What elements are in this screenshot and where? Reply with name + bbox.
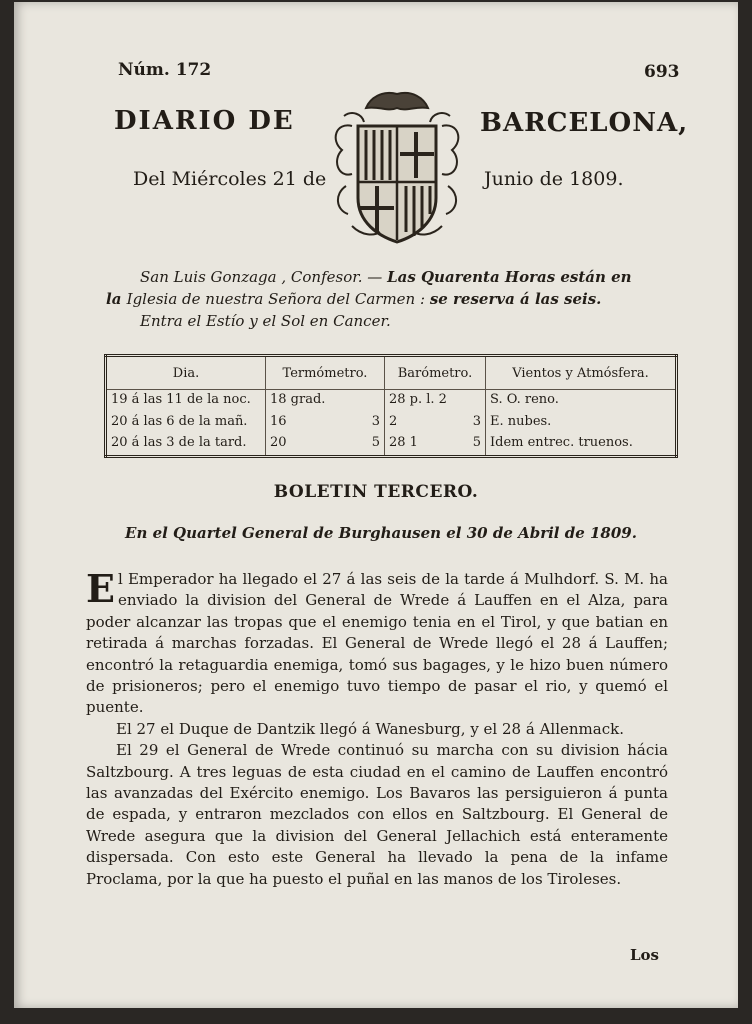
term-value: 20 xyxy=(270,435,287,451)
notice-line1-b: Las Quarenta Horas están en xyxy=(387,268,632,286)
row-dia: 19 á las 11 de la noc. xyxy=(111,392,251,408)
baro-right: 5 xyxy=(472,435,481,451)
paragraph-2: El 27 el Duque de Dantzik llegó á Wanesburg, y el 28 á Allenmack. xyxy=(116,719,624,738)
term-right: 5 xyxy=(371,435,380,451)
article-body xyxy=(86,566,668,890)
row-dia: 20 á las 3 de la tard. xyxy=(111,435,247,451)
row-vientos: E. nubes. xyxy=(486,412,677,433)
col-vientos: Vientos y Atmósfera. xyxy=(486,356,677,390)
notice-line2-c: se reserva á las seis. xyxy=(429,290,602,308)
article-heading: BOLETIN TERCERO. xyxy=(273,482,479,502)
baro-value: 2 xyxy=(389,413,398,429)
weather-table xyxy=(104,354,678,458)
article-subtitle: En el Quartel General de Burghausen el 30 de Abril de 1809. xyxy=(125,524,637,542)
masthead-title-left: DIARIO DE xyxy=(114,106,295,136)
date-left: Del Miércoles 21 de xyxy=(133,168,327,190)
weather-row xyxy=(106,433,677,456)
baro-right: 3 xyxy=(472,413,481,429)
weather-row xyxy=(106,390,677,412)
row-dia: 20 á las 6 de la mañ. xyxy=(111,413,248,429)
date-right: Junio de 1809. xyxy=(484,168,624,190)
row-termometro xyxy=(266,412,385,433)
row-vientos: Idem entrec. truenos. xyxy=(486,433,677,456)
row-barometro xyxy=(385,433,486,456)
daily-notice xyxy=(106,266,686,332)
issue-number: Núm. 172 xyxy=(118,60,212,80)
drop-cap: E xyxy=(86,566,115,611)
coat-of-arms-emblem xyxy=(322,86,472,246)
page-number: 693 xyxy=(644,62,680,82)
baro-value: 28 p. l. 2 xyxy=(389,392,447,408)
catchword: Los xyxy=(630,946,659,964)
col-barometro: Barómetro. xyxy=(385,356,486,390)
newspaper-page xyxy=(14,2,738,1008)
paragraph-3: El 29 el General de Wrede continuó su marcha con su division hácia Saltzbourg. A tres leguas de esta ciudad en el camino de Lauffen encontró las avanzadas del Exército enemigo. Los Bavaros las persiguieron á punta de espada, y entraron mezclados con ellos en Saltzbourg. El General de Wrede asegura que la division del General Jellachich está enteramente dispersada. Con esto este General ha llevado la pena de la infame Proclama, por la que ha puesto el puñal en las manos de los Tiroleses. xyxy=(86,741,668,888)
baro-value: 28 1 xyxy=(389,435,418,451)
row-termometro xyxy=(266,433,385,456)
term-value: 16 xyxy=(270,413,287,429)
term-right: 3 xyxy=(371,413,380,429)
paragraph xyxy=(86,566,668,719)
row-barometro xyxy=(385,412,486,433)
col-termometro: Termómetro. xyxy=(266,356,385,390)
notice-line2-b: Iglesia de nuestra Señora del Carmen : xyxy=(126,290,430,308)
row-termometro xyxy=(266,390,385,412)
notice-line2-a: la xyxy=(106,290,127,308)
weather-header-row xyxy=(106,356,677,390)
notice-line3: Entra el Estío y el Sol en Cancer. xyxy=(140,312,391,330)
row-vientos: S. O. reno. xyxy=(486,390,677,412)
term-value: 18 grad. xyxy=(270,392,326,408)
notice-line1-a: San Luis Gonzaga , Confesor. — xyxy=(140,268,388,286)
col-dia: Dia. xyxy=(106,356,266,390)
row-barometro xyxy=(385,390,486,412)
paragraph-1-text: l Emperador ha llegado el 27 á las seis de la tarde á Mulhdorf. S. M. ha enviado la division del General de Wrede á Lauffen en el Alza, para poder alcanzar las tropas que el enemigo tenia en el Tirol, y que batian en retirada á marchas forzadas. El General de Wrede llegó el 28 á Lauffen; encontró la retaguardia enemiga, tomó sus bagages, y le hizo buen número de prisioneros; pero el enemigo tuvo tiempo de pasar el rio, y quemó el puente. xyxy=(86,570,668,717)
masthead-title-right: BARCELONA, xyxy=(480,108,689,138)
weather-row xyxy=(106,412,677,433)
